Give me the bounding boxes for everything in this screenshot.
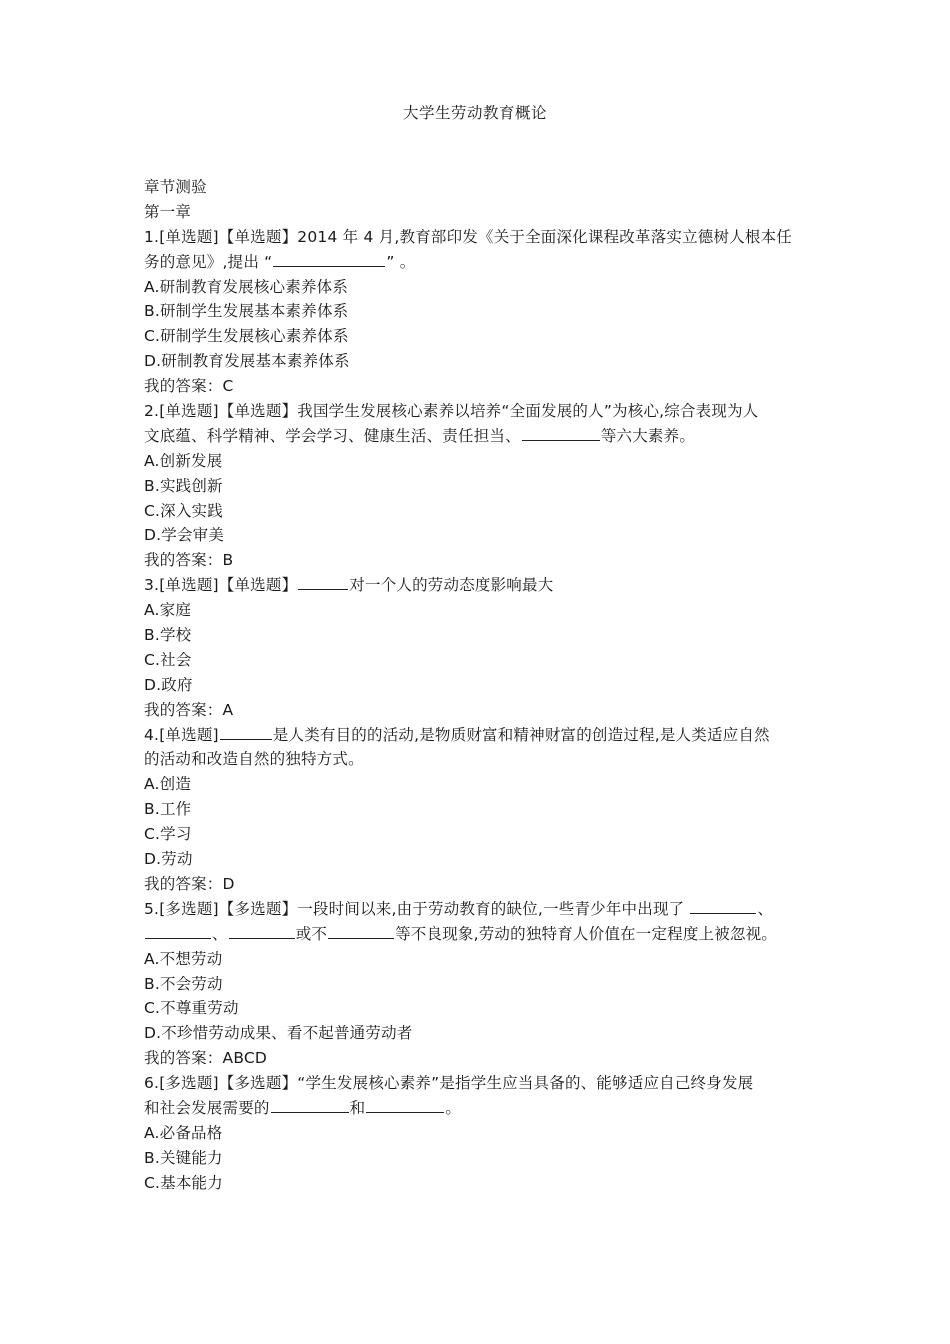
stem-text: 和 xyxy=(349,1098,366,1117)
answer-option: D.学会审美 xyxy=(144,526,225,545)
stem-text: 3.[单选题]【单选题】 xyxy=(144,576,298,595)
stem-text: ” 。 xyxy=(386,252,416,271)
question-stem-line xyxy=(144,723,814,748)
question-stem-line xyxy=(144,897,814,922)
fill-in-blank xyxy=(690,898,756,914)
question-item xyxy=(144,723,814,897)
fill-in-blank xyxy=(522,425,600,441)
document-title: 大学生劳动教育概论 xyxy=(402,104,547,122)
stem-text: 6.[多选题]【多选题】“学生发展核心素养”是指学生应当具备的、能够适应自己终身发展 xyxy=(144,1074,754,1093)
question-list xyxy=(144,225,814,1196)
question-item xyxy=(144,573,814,722)
answer-option: C.基本能力 xyxy=(144,1173,223,1192)
answer-option: D.不珍惜劳动成果、看不起普通劳动者 xyxy=(144,1024,413,1043)
stem-text: 对一个人的劳动态度影响最大 xyxy=(349,576,554,595)
my-answer xyxy=(144,698,814,723)
answer-label: 我的答案： xyxy=(144,377,223,396)
stem-text: 务的意见》,提出 “ xyxy=(144,252,273,271)
answer-option: D.劳动 xyxy=(144,850,193,869)
my-answer xyxy=(144,548,814,573)
stem-text: 2.[单选题]【单选题】我国学生发展核心素养以培养“全面发展的人”为核心,综合表现为人 xyxy=(144,402,759,421)
chapter-heading: 第一章 xyxy=(144,202,192,221)
question-stem-line xyxy=(144,250,814,275)
fill-in-blank xyxy=(328,923,394,939)
answer-option: C.研制学生发展核心素养体系 xyxy=(144,327,349,346)
answer-option: B.不会劳动 xyxy=(144,974,223,993)
answer-label: 我的答案： xyxy=(144,874,223,893)
answer-option: B.工作 xyxy=(144,800,192,819)
answer-option: B.学校 xyxy=(144,626,192,645)
stem-text: 。 xyxy=(445,1098,462,1117)
answer-option: A.不想劳动 xyxy=(144,949,223,968)
stem-text: 等不良现象,劳动的独特育人价值在一定程度上被忽视。 xyxy=(395,924,778,943)
stem-text: 的活动和改造自然的独特方式。 xyxy=(144,750,364,769)
fill-in-blank xyxy=(220,724,272,740)
answer-option: B.实践创新 xyxy=(144,476,223,495)
fill-in-blank xyxy=(271,1097,349,1113)
stem-text: 、 xyxy=(757,899,774,918)
fill-in-blank xyxy=(145,923,211,939)
answer-value: ABCD xyxy=(222,1049,268,1068)
section-heading: 章节测验 xyxy=(144,178,207,196)
stem-text: 等六大素养。 xyxy=(600,426,696,445)
answer-option: A.创新发展 xyxy=(144,451,223,470)
answer-label: 我的答案： xyxy=(144,1049,223,1068)
question-item xyxy=(144,897,814,1071)
my-answer xyxy=(144,872,814,897)
fill-in-blank xyxy=(366,1097,444,1113)
fill-in-blank xyxy=(273,251,385,267)
question-stem-line xyxy=(144,922,814,947)
my-answer xyxy=(144,1046,814,1071)
question-stem-line xyxy=(144,1071,814,1096)
stem-text: 和社会发展需要的 xyxy=(144,1098,270,1117)
answer-option: D.研制教育发展基本素养体系 xyxy=(144,352,350,371)
answer-option: D.政府 xyxy=(144,675,193,694)
question-item xyxy=(144,399,814,573)
stem-text: 5.[多选题]【多选题】一段时间以来,由于劳动教育的缺位,一些青少年中出现了 xyxy=(144,899,690,918)
answer-label: 我的答案： xyxy=(144,700,223,719)
answer-label: 我的答案： xyxy=(144,551,223,570)
answer-option: A.必备品格 xyxy=(144,1123,223,1142)
answer-option: B.研制学生发展基本素养体系 xyxy=(144,302,349,321)
answer-value: B xyxy=(222,551,234,570)
answer-option: C.社会 xyxy=(144,650,192,669)
stem-text: 或不 xyxy=(295,924,328,943)
answer-option: A.家庭 xyxy=(144,601,192,620)
question-item xyxy=(144,1071,814,1195)
answer-option: B.关键能力 xyxy=(144,1148,223,1167)
question-stem-line xyxy=(144,573,814,598)
stem-text: 4.[单选题] xyxy=(144,725,219,744)
document-body xyxy=(144,175,814,1196)
answer-option: C.不尊重劳动 xyxy=(144,999,239,1018)
my-answer xyxy=(144,374,814,399)
question-stem-line xyxy=(144,1096,814,1121)
question-stem-line xyxy=(144,225,814,250)
question-stem-line xyxy=(144,424,814,449)
answer-option: A.创造 xyxy=(144,775,192,794)
fill-in-blank xyxy=(229,923,295,939)
question-stem-line xyxy=(144,399,814,424)
answer-option: C.学习 xyxy=(144,825,192,844)
stem-text: 、 xyxy=(212,924,228,943)
answer-value: D xyxy=(222,874,235,893)
answer-value: A xyxy=(222,700,234,719)
stem-text: 1.[单选题]【单选题】2014 年 4 月,教育部印发《关于全面深化课程改革落实立德树人根本任 xyxy=(144,227,793,246)
question-stem-line xyxy=(144,747,814,772)
question-item xyxy=(144,225,814,399)
fill-in-blank xyxy=(298,574,348,590)
answer-option: A.研制教育发展核心素养体系 xyxy=(144,277,349,296)
stem-text: 是人类有目的的活动,是物质财富和精神财富的创造过程,是人类适应自然 xyxy=(272,725,770,744)
answer-option: C.深入实践 xyxy=(144,501,223,520)
stem-text: 文底蕴、科学精神、学会学习、健康生活、责任担当、 xyxy=(144,426,521,445)
answer-value: C xyxy=(222,377,234,396)
